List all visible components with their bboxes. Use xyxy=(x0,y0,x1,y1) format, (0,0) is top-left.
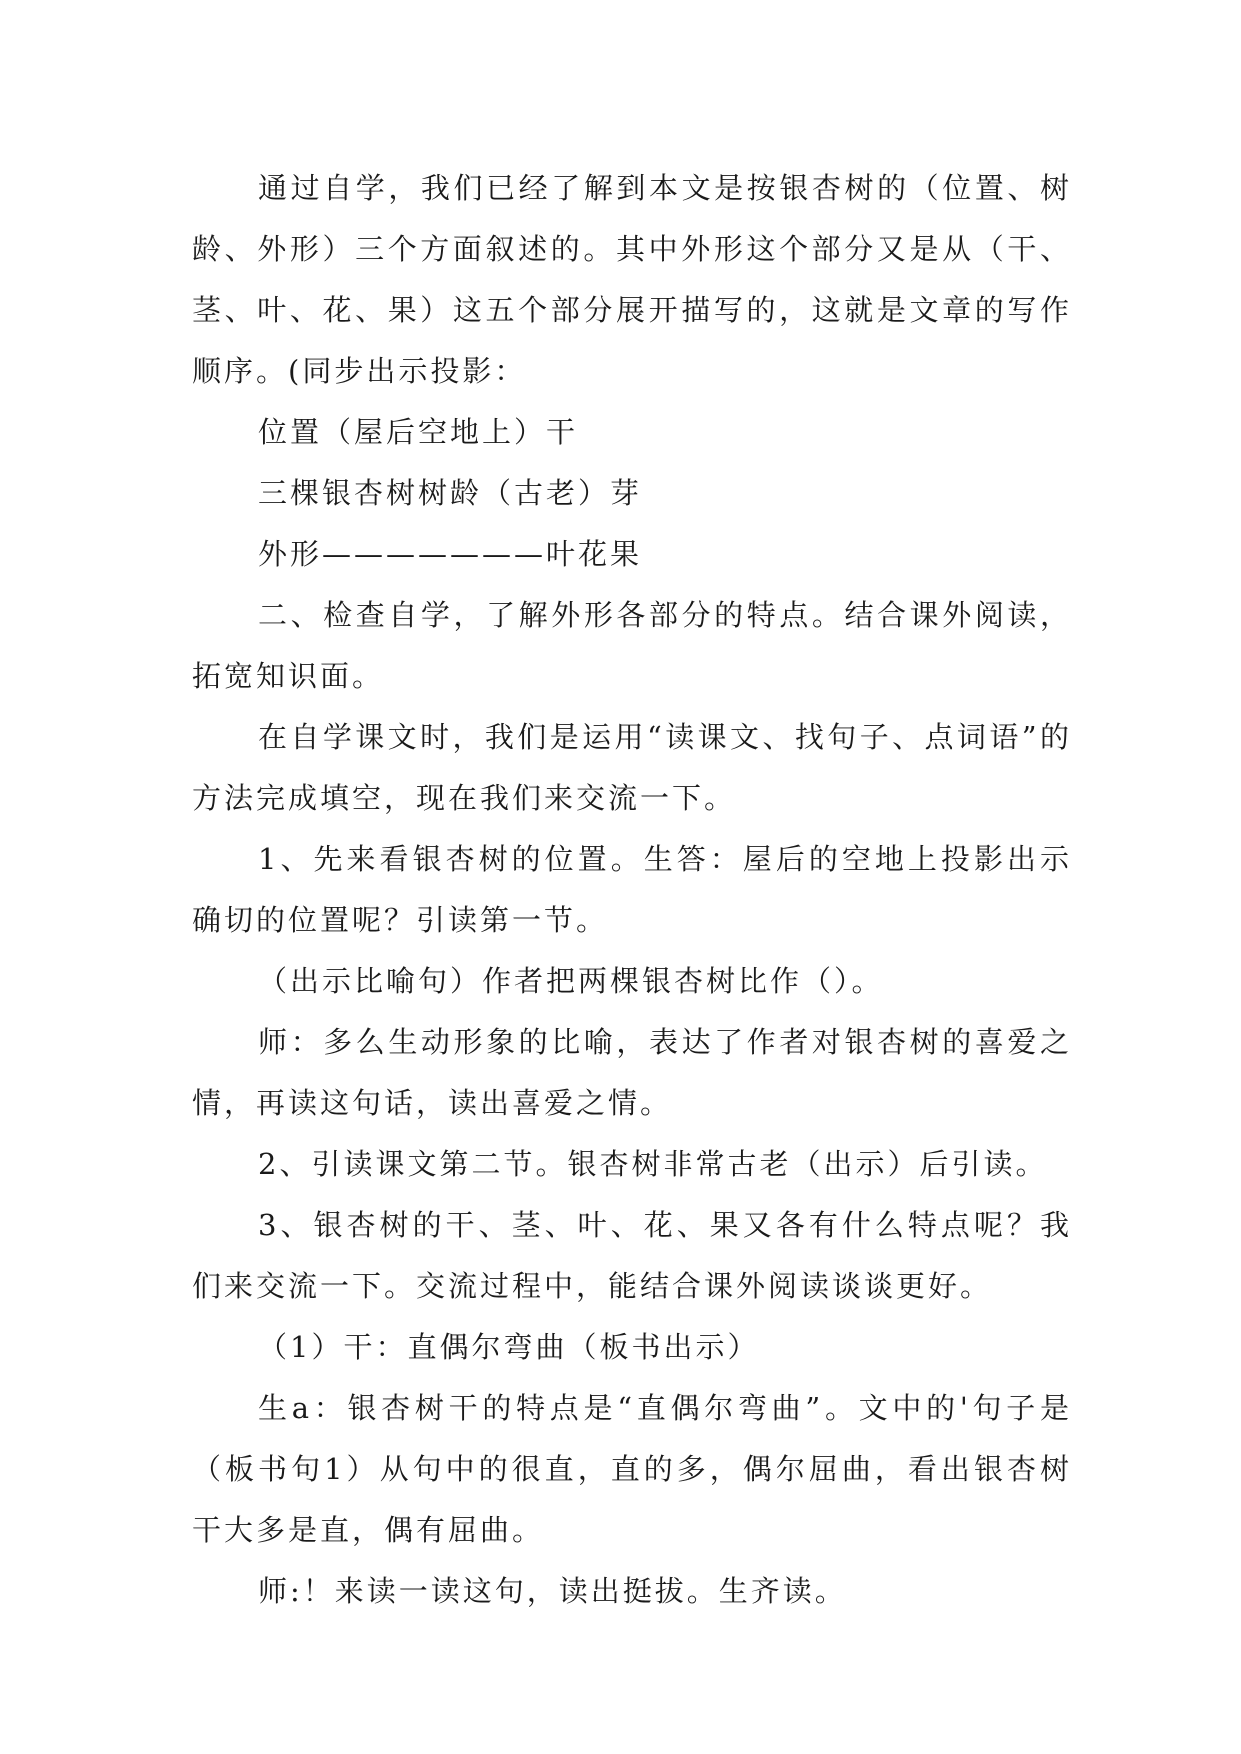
paragraph-trunk-heading: （1）干：直偶尔弯曲（板书出示） xyxy=(258,1330,760,1364)
paragraph-student-a: 生a：银杏树干的特点是“直偶尔弯曲”。文中的'句子是（板书句1）从句中的很直，直的多，偶尔屈曲，看出银杏树干大多是直，偶有屈曲。 xyxy=(192,1391,1072,1547)
paragraph-metaphor: （出示比喻句）作者把两棵银杏树比作（）。 xyxy=(258,964,884,998)
outline-line-age: 三棵银杏树树龄（古老）芽 xyxy=(258,476,643,510)
section-heading-check: 二、检查自学，了解外形各部分的特点。结合课外阅读，拓宽知识面。 xyxy=(192,598,1072,693)
document-body xyxy=(192,158,1072,1622)
outline-line-position: 位置（屋后空地上）干 xyxy=(258,415,579,449)
paragraph-step-3: 3、银杏树的干、茎、叶、花、果又各有什么特点呢？我们来交流一下。交流过程中，能结合课外阅读谈谈更好。 xyxy=(192,1208,1072,1303)
paragraph-teacher-1: 师：多么生动形象的比喻，表达了作者对银杏树的喜爱之情，再读这句话，读出喜爱之情。 xyxy=(192,1025,1072,1120)
paragraph-method: 在自学课文时，我们是运用“读课文、找句子、点词语”的方法完成填空，现在我们来交流一下。 xyxy=(192,720,1072,815)
paragraph-step-2: 2、引读课文第二节。银杏树非常古老（出示）后引读。 xyxy=(258,1147,1048,1181)
paragraph-step-1: 1、先来看银杏树的位置。生答：屋后的空地上投影出示确切的位置呢？引读第一节。 xyxy=(192,842,1072,937)
outline-line-shape: 外形———————叶花果 xyxy=(258,537,643,571)
paragraph-intro: 通过自学，我们已经了解到本文是按银杏树的（位置、树龄、外形）三个方面叙述的。其中外形这个部分又是从（干、茎、叶、花、果）这五个部分展开描写的，这就是文章的写作顺序。(同步出示投影： xyxy=(192,171,1072,388)
paragraph-teacher-2: 师:！来读一读这句，读出挺拔。生齐读。 xyxy=(258,1574,847,1608)
